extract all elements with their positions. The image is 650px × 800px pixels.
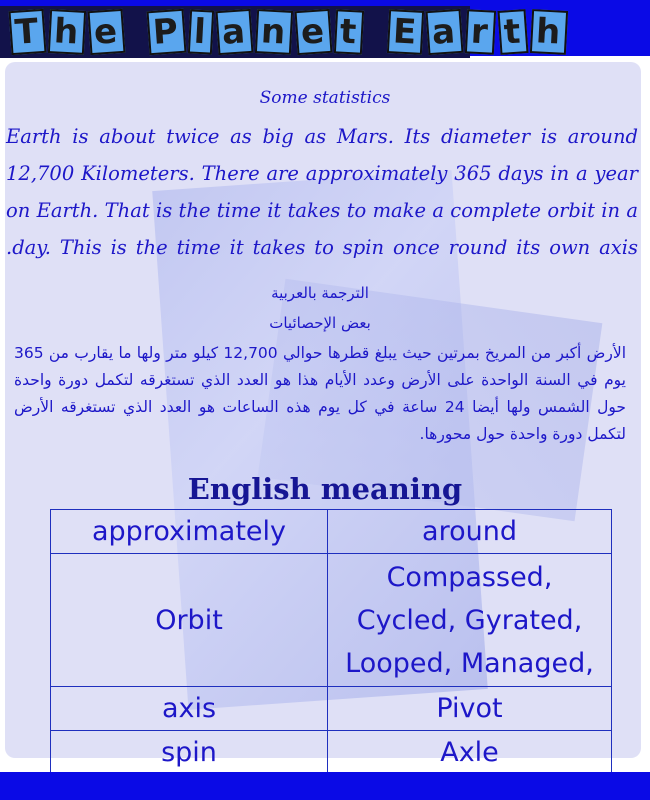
title-letter-tile: r (465, 9, 496, 54)
vocab-word: axis (51, 687, 328, 731)
arabic-translation-title: الترجمة بالعربية (271, 284, 369, 302)
title-letter-tile: t (497, 9, 528, 55)
title-letter-tile (128, 32, 144, 33)
title-letter-tile: t (334, 9, 365, 54)
vocab-word: approximately (51, 510, 328, 554)
vocab-meaning (328, 554, 612, 687)
arabic-statistics-subtitle: بعض الإحصائيات (269, 314, 371, 332)
vocab-meaning-line: Axle (440, 737, 499, 768)
vocab-meaning (328, 510, 612, 554)
title-letter-tile: n (255, 9, 293, 55)
bottom-band (0, 772, 650, 800)
table-row (51, 510, 612, 554)
vocab-meaning (328, 687, 612, 731)
title-letter-tile: e (295, 9, 333, 55)
title-letter-tile: h (48, 9, 86, 55)
vocab-word: spin (51, 731, 328, 775)
vocab-meaning-line: Looped, Managed, (345, 647, 594, 679)
title-letter-tile: T (9, 9, 47, 55)
title-letter-tile: P (147, 9, 187, 55)
table-row (51, 687, 612, 731)
title-letter-tile (368, 31, 384, 32)
title-letter-tile: E (386, 9, 423, 55)
title-letter-tile: h (530, 9, 568, 55)
vocabulary-table (50, 509, 612, 775)
title-letter-tile: e (88, 9, 126, 55)
english-meaning-heading: English meaning (187, 472, 463, 506)
vocab-meaning-line: Cycled, Gyrated, (356, 604, 583, 636)
arabic-paragraph: الأرض أكبر من المريخ بمرتين حيث يبلغ قطرها حوالي 12,700 كيلو متر ولها ما يقارب من 365 يوم في السنة الواحدة على الأرض وعدد الأيام هذا هو العدد الذي تستغرقه لتكمل دورة واحدة حول الشمس ولها أيضا 24 ساعة في كل يوم هذه الساعات هو العدد الذي تستغرقه الأرض لتكمل دورة واحدة حول محورها. (14, 344, 626, 443)
vocab-meaning (328, 731, 612, 775)
title-letter-tile: a (216, 9, 254, 55)
table-row (51, 554, 612, 687)
title-letter-tile: a (425, 9, 463, 55)
vocab-meaning-line: around (422, 516, 517, 547)
vocab-word: Orbit (51, 554, 328, 687)
vocab-meaning-line: Compassed, (386, 561, 553, 593)
page-title (10, 10, 567, 54)
vocab-meaning-line: Pivot (436, 693, 503, 724)
statistics-paragraph: Earth is about twice as big as Mars. Its diameter is around 12,700 Kilometers. There are approximately 365 days in a year on Earth. That is the time it takes to make a complete orbit in a .day. This is the time it takes to spin once round its own axis (6, 125, 638, 259)
statistics-heading: Some statistics (259, 88, 391, 108)
title-letter-tile: l (188, 9, 214, 54)
table-row (51, 731, 612, 775)
